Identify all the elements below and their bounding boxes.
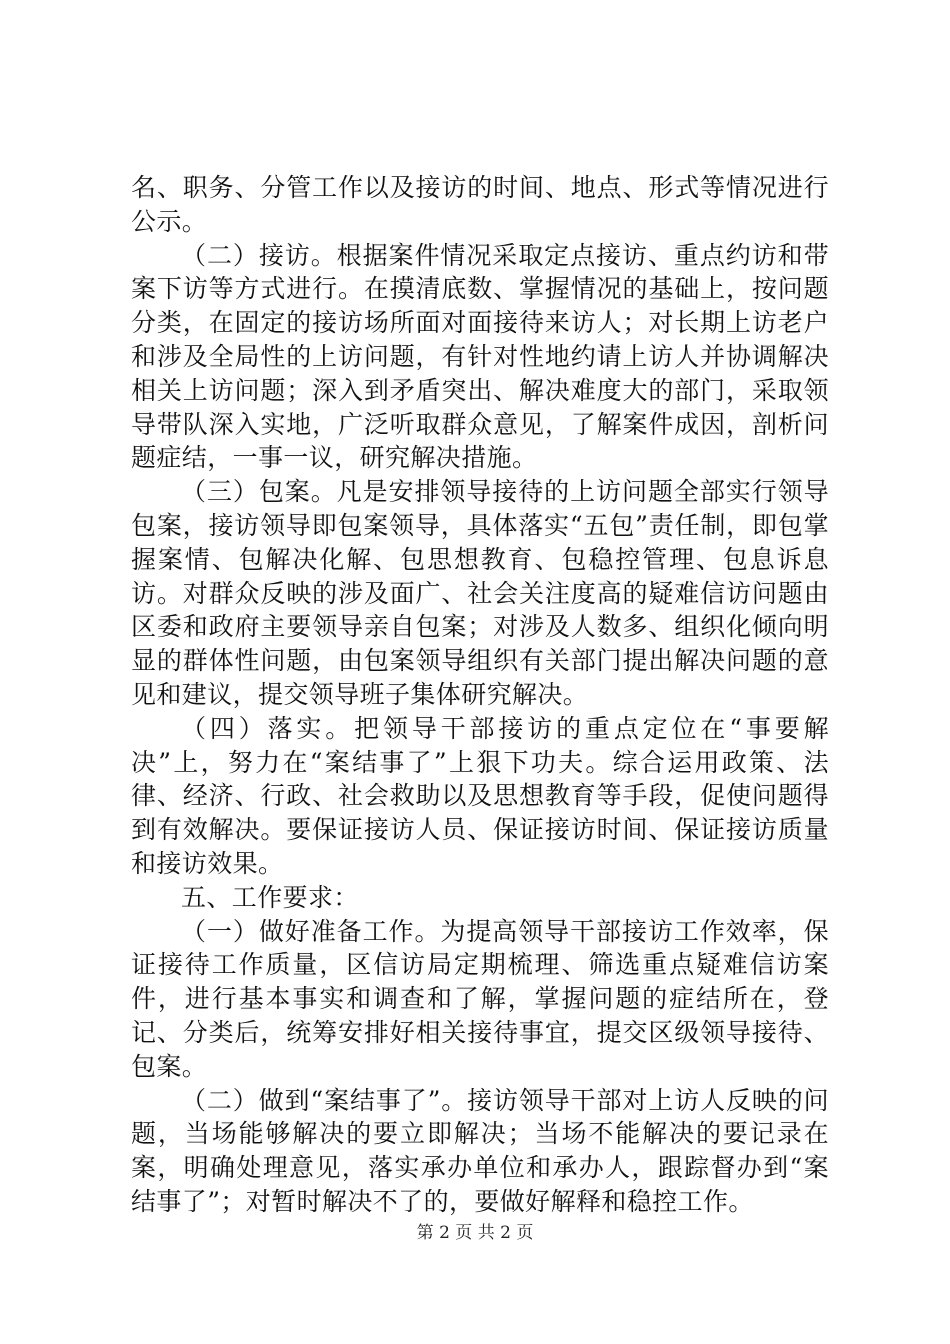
- document-body: [131, 171, 829, 1219]
- paragraph-2: （二）接访。根据案件情况采取定点接访、重点约访和带案下访等方式进行。在摸清底数、掌握情况的基础上，按问题分类，在固定的接访场所面对面接待来访人；对长期上访老户和涉及全局性的上访问题，有针对性地约请上访人并协调解决相关上访问题；深入到矛盾突出、解决难度大的部门，采取领导带队深入实地，广泛听取群众意见，了解案件成因，剖析问题症结，一事一议，研究解决措施。: [131, 240, 829, 473]
- paragraph-6: （二）做到“案结事了”。接访领导干部对上访人反映的问题，当场能够解决的要立即解决；当场不能解决的要记录在案，明确处理意见，落实承办单位和承办人，跟踪督办到“案结事了”；对暂时解决不了的，要做好解释和稳控工作。: [131, 1085, 829, 1216]
- paragraph-3: （三）包案。凡是安排领导接待的上访问题全部实行领导包案，接访领导即包案领导，具体落实“五包”责任制，即包掌握案情、包解决化解、包思想教育、包稳控管理、包息诉息访。对群众反映的涉及面广、社会关注度高的疑难信访问题由区委和政府主要领导亲自包案；对涉及人数多、组织化倾向明显的群体性问题，由包案领导组织有关部门提出解决问题的意见和建议，提交领导班子集体研究解决。: [131, 477, 829, 709]
- paragraph-5: （一）做好准备工作。为提高领导干部接访工作效率，保证接待工作质量，区信访局定期梳理、筛选重点疑难信访案件，进行基本事实和调查和了解，掌握问题的症结所在，登记、分类后，统筹安排好相关接待事宜，提交区级领导接待、包案。: [131, 916, 829, 1081]
- paragraph-1: 名、职务、分管工作以及接访的时间、地点、形式等情况进行公示。: [131, 173, 829, 236]
- section-heading: 五、工作要求：: [181, 882, 359, 912]
- paragraph-4: （四）落实。把领导干部接访的重点定位在“事要解决”上，努力在“案结事了”上狠下功夫。综合运用政策、法律、经济、行政、社会救助以及思想教育等手段，促使问题得到有效解决。要保证接访人员、保证接访时间、保证接访质量和接访效果。: [131, 713, 829, 878]
- page-number: 第 2 页 共 2 页: [416, 1223, 534, 1243]
